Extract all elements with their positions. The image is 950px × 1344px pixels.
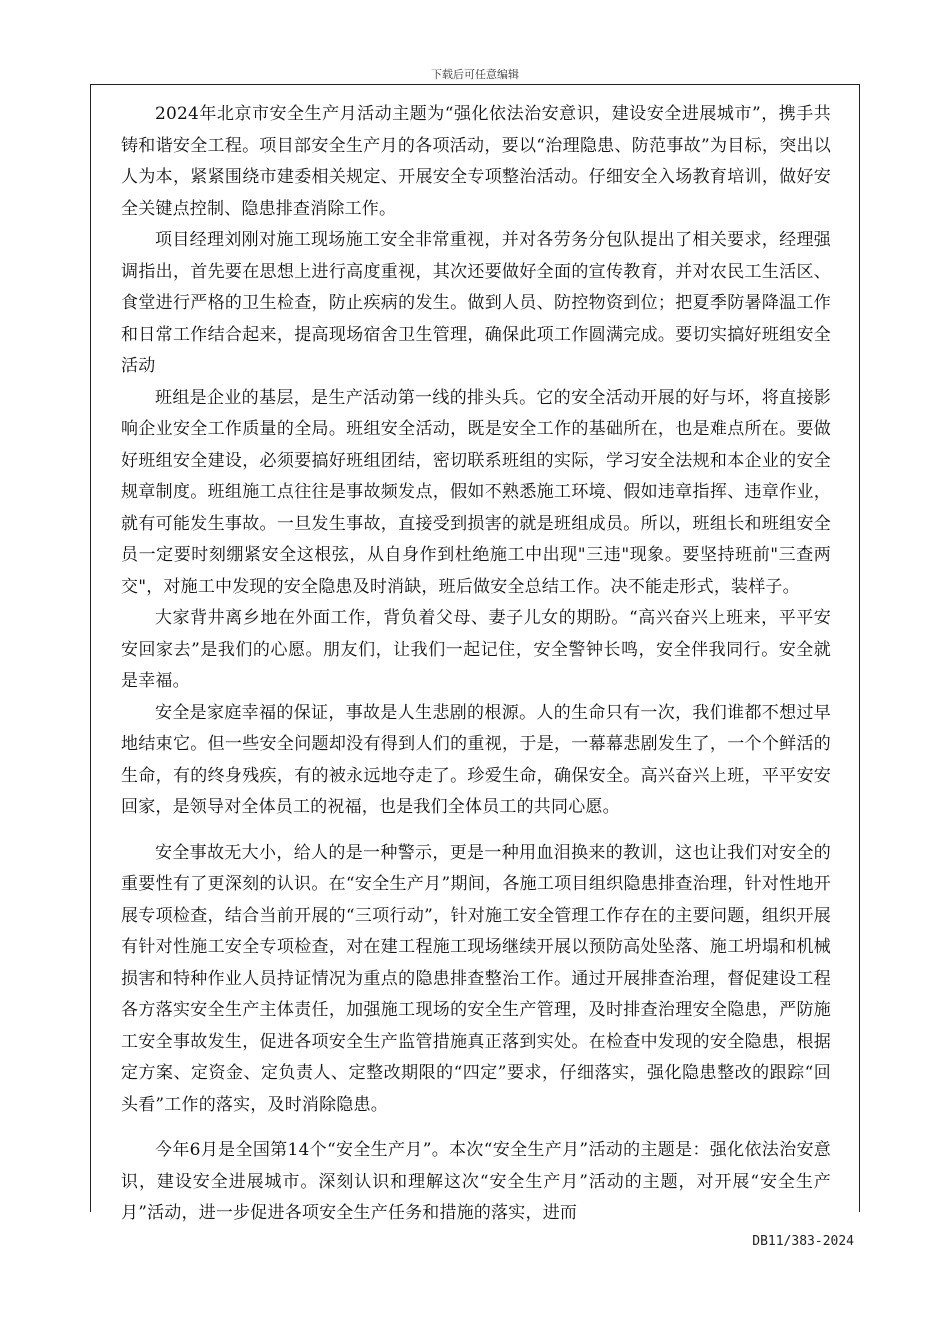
paragraph-3: 班组是企业的基层，是生产活动第一线的排头兵。它的安全活动开展的好与坏，将直接影响企业安全工作质量的全局。班组安全活动，既是安全工作的基础所在，也是难点所在。要做好班组安全建设，必须要搞好班组团结，密切联系班组的实际，学习安全法规和本企业的安全规章制度。班组施工点往往是事故频发点，假如不熟悉施工环境、假如违章指挥、违章作业，就有可能发生事故。一旦发生事故，直接受到损害的就是班组成员。所以，班组长和班组安全员一定要时刻绷紧安全这根弦，从自身作到杜绝施工中出现"三违"现象。要坚持班前"三查两交"，对施工中发现的安全隐患及时消缺，班后做安全总结工作。决不能走形式，装样子。 [121, 387, 831, 597]
paragraph-5: 安全是家庭幸福的保证，事故是人生悲剧的根源。人的生命只有一次，我们谁都不想过早地结束它。但一些安全问题却没有得到人们的重视，于是，一幕幕悲剧发生了，一个个鲜活的生命，有的终身残疾，有的被永远地夺走了。珍爱生命，确保安全。高兴奋兴上班，平平安安回家，是领导对全体员工的祝福，也是我们全体员工的共同心愿。 [121, 702, 831, 817]
paragraph-4: 大家背井离乡地在外面工作，背负着父母、妻子儿女的期盼。“高兴奋兴上班来，平平安安回家去”是我们的心愿。朋友们，让我们一起记住，安全警钟长鸣，安全伴我同行。安全就是幸福。 [121, 608, 831, 691]
document-body [121, 99, 831, 1230]
paragraph-7: 今年6月是全国第14个“安全生产月”。本次“安全生产月”活动的主题是：强化依法治安意识，建设安全进展城市。深刻认识和理解这次“安全生产月”活动的主题，对开展“安全生产月”活动，进一步促进各项安全生产任务和措施的落实，进而 [121, 1140, 831, 1223]
document-frame [90, 84, 860, 1223]
document-code: DB11/383-2024 [752, 1234, 854, 1249]
page-header: 下载后可任意编辑 [431, 68, 519, 81]
paragraph-1: 2024年北京市安全生产月活动主题为“强化依法治安意识，建设安全进展城市”，携手共铸和谐安全工程。项目部安全生产月的各项活动，要以“治理隐患、防范事故”为目标，突出以人为本，紧紧围绕市建委相关规定、开展安全专项整治活动。仔细安全入场教育培训，做好安全关键点控制、隐患排查消除工作。 [121, 104, 831, 219]
paragraph-6: 安全事故无大小，给人的是一种警示，更是一种用血泪换来的教训，这也让我们对安全的重要性有了更深刻的认识。在“安全生产月”期间，各施工项目组织隐患排查治理，针对性地开展专项检查，结合当前开展的“三项行动”，针对施工安全管理工作存在的主要问题，组织开展有针对性施工安全专项检查，对在建工程施工现场继续开展以预防高处坠落、施工坍塌和机械损害和特种作业人员持证情况为重点的隐患排查整治工作。通过开展排查治理，督促建设工程各方落实安全生产主体责任，加强施工现场的安全生产管理，及时排查治理安全隐患，严防施工安全事故发生，促进各项安全生产监管措施真正落到实处。在检查中发现的安全隐患，根据定方案、定资金、定负责人、定整改期限的“四定”要求，仔细落实，强化隐患整改的跟踪“回头看”工作的落实，及时消除隐患。 [121, 842, 831, 1115]
paragraph-2: 项目经理刘刚对施工现场施工安全非常重视，并对各劳务分包队提出了相关要求，经理强调指出，首先要在思想上进行高度重视，其次还要做好全面的宣传教育，并对农民工生活区、食堂进行严格的卫生检查，防止疾病的发生。做到人员、防控物资到位；把夏季防暑降温工作和日常工作结合起来，提高现场宿舍卫生管理，确保此项工作圆满完成。要切实搞好班组安全活动 [121, 230, 831, 376]
